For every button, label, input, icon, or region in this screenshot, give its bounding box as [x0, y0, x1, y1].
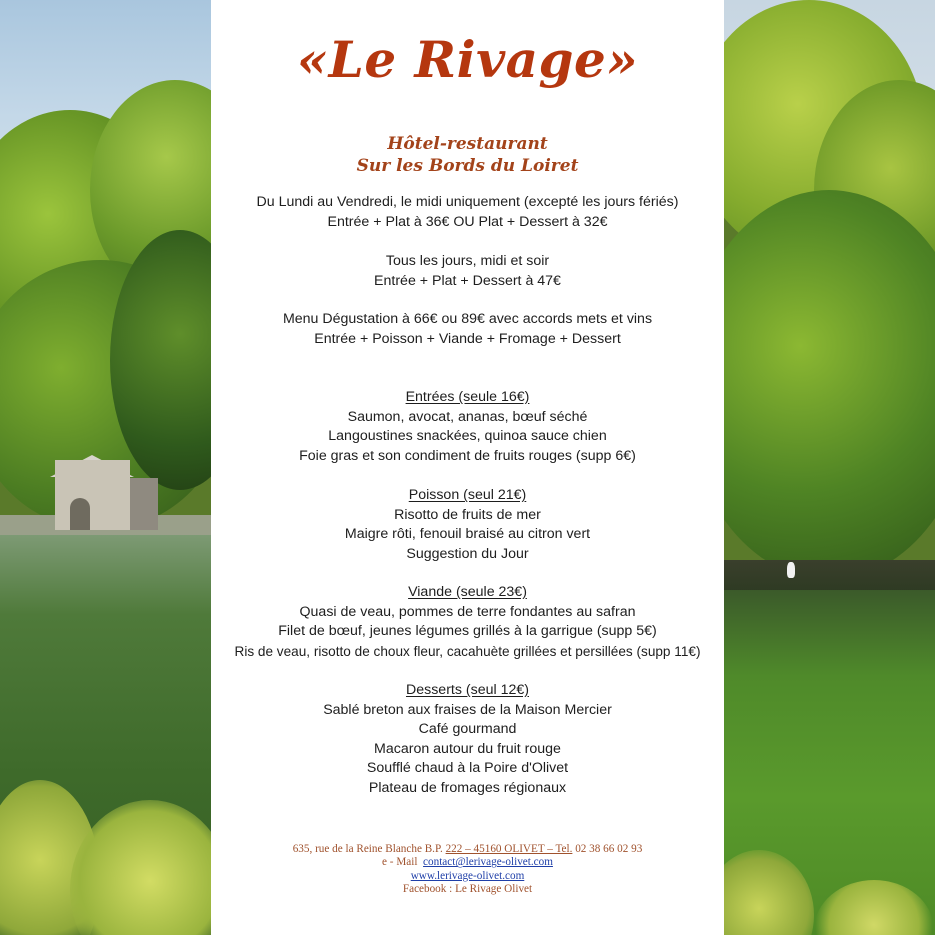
menu-item: Ris de veau, risotto de choux fleur, cacahuète grillées et persillées (supp 11€) [234, 643, 701, 659]
menu-item: Sablé breton aux fraises de la Maison Mercier [323, 701, 612, 718]
menu-card [211, 0, 724, 935]
email-line [211, 856, 724, 869]
offer-line: Entrée + Poisson + Viande + Fromage + Dessert [314, 330, 621, 347]
website-line [211, 870, 724, 883]
menu-item: Saumon, avocat, ananas, bœuf séché [347, 408, 588, 425]
boathouse-arch [70, 498, 90, 530]
section-desserts [211, 681, 724, 798]
menu-item: Risotto de fruits de mer [394, 506, 541, 523]
river-bank [724, 560, 935, 594]
offer-line: Tous les jours, midi et soir [385, 253, 550, 269]
address-line [211, 843, 724, 856]
boathouse-shed [130, 478, 158, 530]
subtitle-line-2: Sur les Bords du Loiret [356, 156, 579, 176]
section-poisson [211, 486, 724, 564]
email-label: e - Mail [382, 856, 424, 869]
menu-item: Maigre rôti, fenouil braisé au citron vert [344, 526, 591, 542]
menu-item: Plateau de fromages régionaux [368, 779, 567, 796]
subtitle [211, 133, 724, 177]
swan [787, 562, 795, 578]
phone-number: 02 38 66 02 93 [572, 843, 643, 855]
section-heading: Poisson (seul 21€) [408, 487, 527, 503]
menu-item: Macaron autour du fruit rouge [374, 740, 561, 757]
offer-line: Entrée + Plat + Dessert à 47€ [374, 272, 561, 289]
offer-tasting-menu [211, 310, 724, 349]
email-link[interactable]: contact@lerivage-olivet.com [423, 856, 553, 869]
subtitle-line-1: Hôtel-restaurant [387, 134, 548, 154]
offer-line: Entrée + Plat à 36€ OU Plat + Dessert à 32€ [327, 213, 608, 230]
menu-item: Quasi de veau, pommes de terre fondantes au safran [299, 603, 636, 620]
background-left-lake-scene [0, 0, 211, 935]
facebook-line: Facebook : Le Rivage Olivet [402, 883, 533, 896]
restaurant-name: «Le Rivage» [296, 30, 639, 89]
section-entrees [211, 388, 724, 466]
background-right-lake-scene [724, 0, 935, 935]
section-heading: Viande (seule 23€) [408, 584, 527, 600]
boathouse [55, 460, 130, 530]
tree-foliage [724, 190, 935, 580]
menu-item: Suggestion du Jour [406, 545, 529, 562]
contact-footer [211, 843, 724, 897]
section-heading: Entrées (seule 16€) [405, 389, 530, 405]
menu-item: Filet de bœuf, jeunes légumes grillés à la garrigue (supp 5€) [278, 623, 657, 639]
menu-item: Foie gras et son condiment de fruits rouges (supp 6€) [299, 447, 636, 464]
menu-item: Langoustines snackées, quinoa sauce chien [328, 428, 607, 444]
menu-item: Café gourmand [418, 721, 517, 737]
section-viande [211, 583, 724, 661]
address-postcode-city: 222 – 45160 OLIVET – Tel. [445, 843, 573, 855]
section-heading: Desserts (seul 12€) [405, 682, 529, 698]
website-link[interactable]: www.lerivage-olivet.com [410, 869, 525, 882]
address-street: 635, rue de la Reine Blanche B.P. [292, 843, 446, 855]
offer-weekday-lunch [211, 193, 724, 232]
offer-every-day [211, 252, 724, 291]
menu-item: Soufflé chaud à la Poire d'Olivet [366, 760, 569, 776]
offer-line: Menu Dégustation à 66€ ou 89€ avec accords mets et vins [282, 311, 653, 327]
offer-line: Du Lundi au Vendredi, le midi uniquement (excepté les jours fériés) [256, 194, 679, 210]
